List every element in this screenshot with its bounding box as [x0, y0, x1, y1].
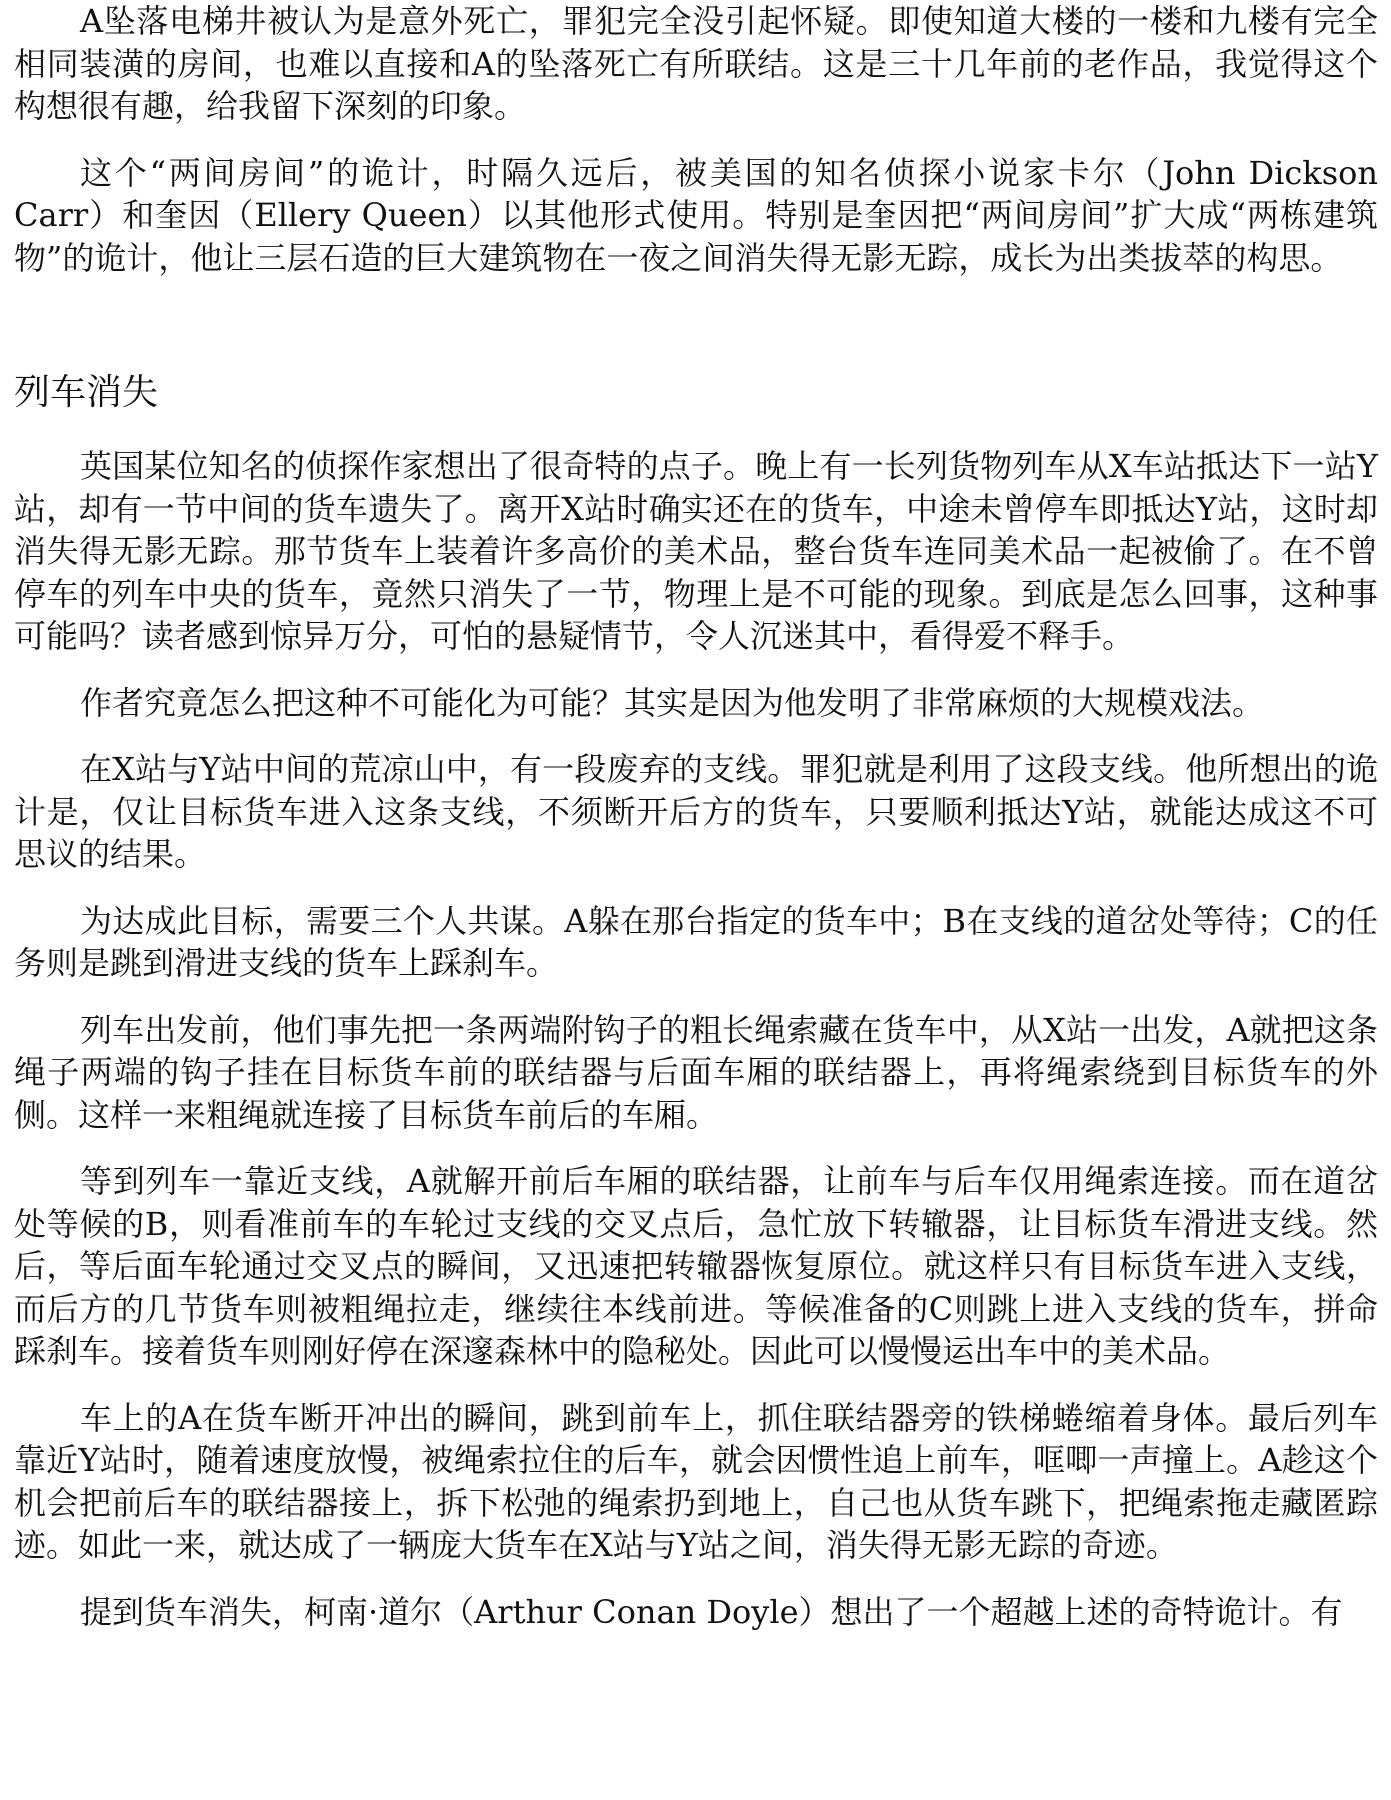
paragraph-intro-1: A坠落电梯井被认为是意外死亡，罪犯完全没引起怀疑。即使知道大楼的一楼和九楼有完全相同装潢的房间，也难以直接和A的坠落死亡有所联结。这是三十几年前的老作品，我觉得这个构想很有趣，给我留下深刻的印象。 [14, 2, 1378, 125]
paragraph-train-3: 在X站与Y站中间的荒凉山中，有一段废弃的支线。罪犯就是利用了这段支线。他所想出的诡计是，仅让目标货车进入这条支线，不须断开后方的货车，只要顺利抵达Y站，就能达成这不可思议的结果。 [14, 750, 1378, 873]
paragraph-train-4: 为达成此目标，需要三个人共谋。A躲在那台指定的货车中；B在支线的道岔处等待；C的任务则是跳到滑进支线的货车上踩刹车。 [14, 901, 1378, 982]
paragraph-train-1: 英国某位知名的侦探作家想出了很奇特的点子。晚上有一长列货物列车从X车站抵达下一站Y站，却有一节中间的货车遗失了。离开X站时确实还在的货车，中途未曾停车即抵达Y站，这时却消失得无影无踪。那节货车上装着许多高价的美术品，整台货车连同美术品一起被偷了。在不曾停车的列车中央的货车，竟然只消失了一节，物理上是不可能的现象。到底是怎么回事，这种事可能吗？读者感到惊异万分，可怕的悬疑情节，令人沉迷其中，看得爱不释手。 [14, 447, 1378, 655]
paragraph-train-6: 等到列车一靠近支线，A就解开前后车厢的联结器，让前车与后车仅用绳索连接。而在道岔处等候的B，则看准前车的车轮过支线的交叉点后，急忙放下转辙器，让目标货车滑进支线。然后，等后面车轮通过交叉点的瞬间，又迅速把转辙器恢复原位。就这样只有目标货车进入支线，而后方的几节货车则被粗绳拉走，继续往本线前进。等候准备的C则跳上进入支线的货车，拼命踩刹车。接着货车则刚好停在深邃森林中的隐秘处。因此可以慢慢运出车中的美术品。 [14, 1162, 1378, 1370]
document-page [14, 0, 1378, 1657]
paragraph-train-5: 列车出发前，他们事先把一条两端附钩子的粗长绳索藏在货车中，从X站一出发，A就把这条绳子两端的钩子挂在目标货车前的联结器与后面车厢的联结器上，再将绳索绕到目标货车的外侧。这样一来粗绳就连接了目标货车前后的车厢。 [14, 1010, 1378, 1134]
paragraph-train-7: 车上的A在货车断开冲出的瞬间，跳到前车上，抓住联结器旁的铁梯蜷缩着身体。最后列车靠近Y站时，随着速度放慢，被绳索拉住的后车，就会因惯性追上前车，哐唧一声撞上。A趁这个机会把前后车的联结器接上，拆下松弛的绳索扔到地上，自己也从货车跳下，把绳索拖走藏匿踪迹。如此一来，就达成了一辆庞大货车在X站与Y站之间，消失得无影无踪的奇迹。 [14, 1398, 1378, 1564]
section-heading: 列车消失 [14, 372, 159, 413]
paragraph-train-8: 提到货车消失，柯南·道尔（Arthur Conan Doyle）想出了一个超越上述的奇特诡计。有 [80, 1592, 1343, 1631]
paragraph-train-2: 作者究竟怎么把这种不可能化为可能？其实是因为他发明了非常麻烦的大规模戏法。 [80, 683, 1265, 722]
paragraph-intro-2: 这个“两间房间”的诡计，时隔久远后，被美国的知名侦探小说家卡尔（John Dickson Carr）和奎因（Ellery Queen）以其他形式使用。特别是奎因把“两间房间”扩大成“两栋建筑物”的诡计，他让三层石造的巨大建筑物在一夜之间消失得无影无踪，成长为出类拔萃的构思。 [14, 153, 1378, 277]
